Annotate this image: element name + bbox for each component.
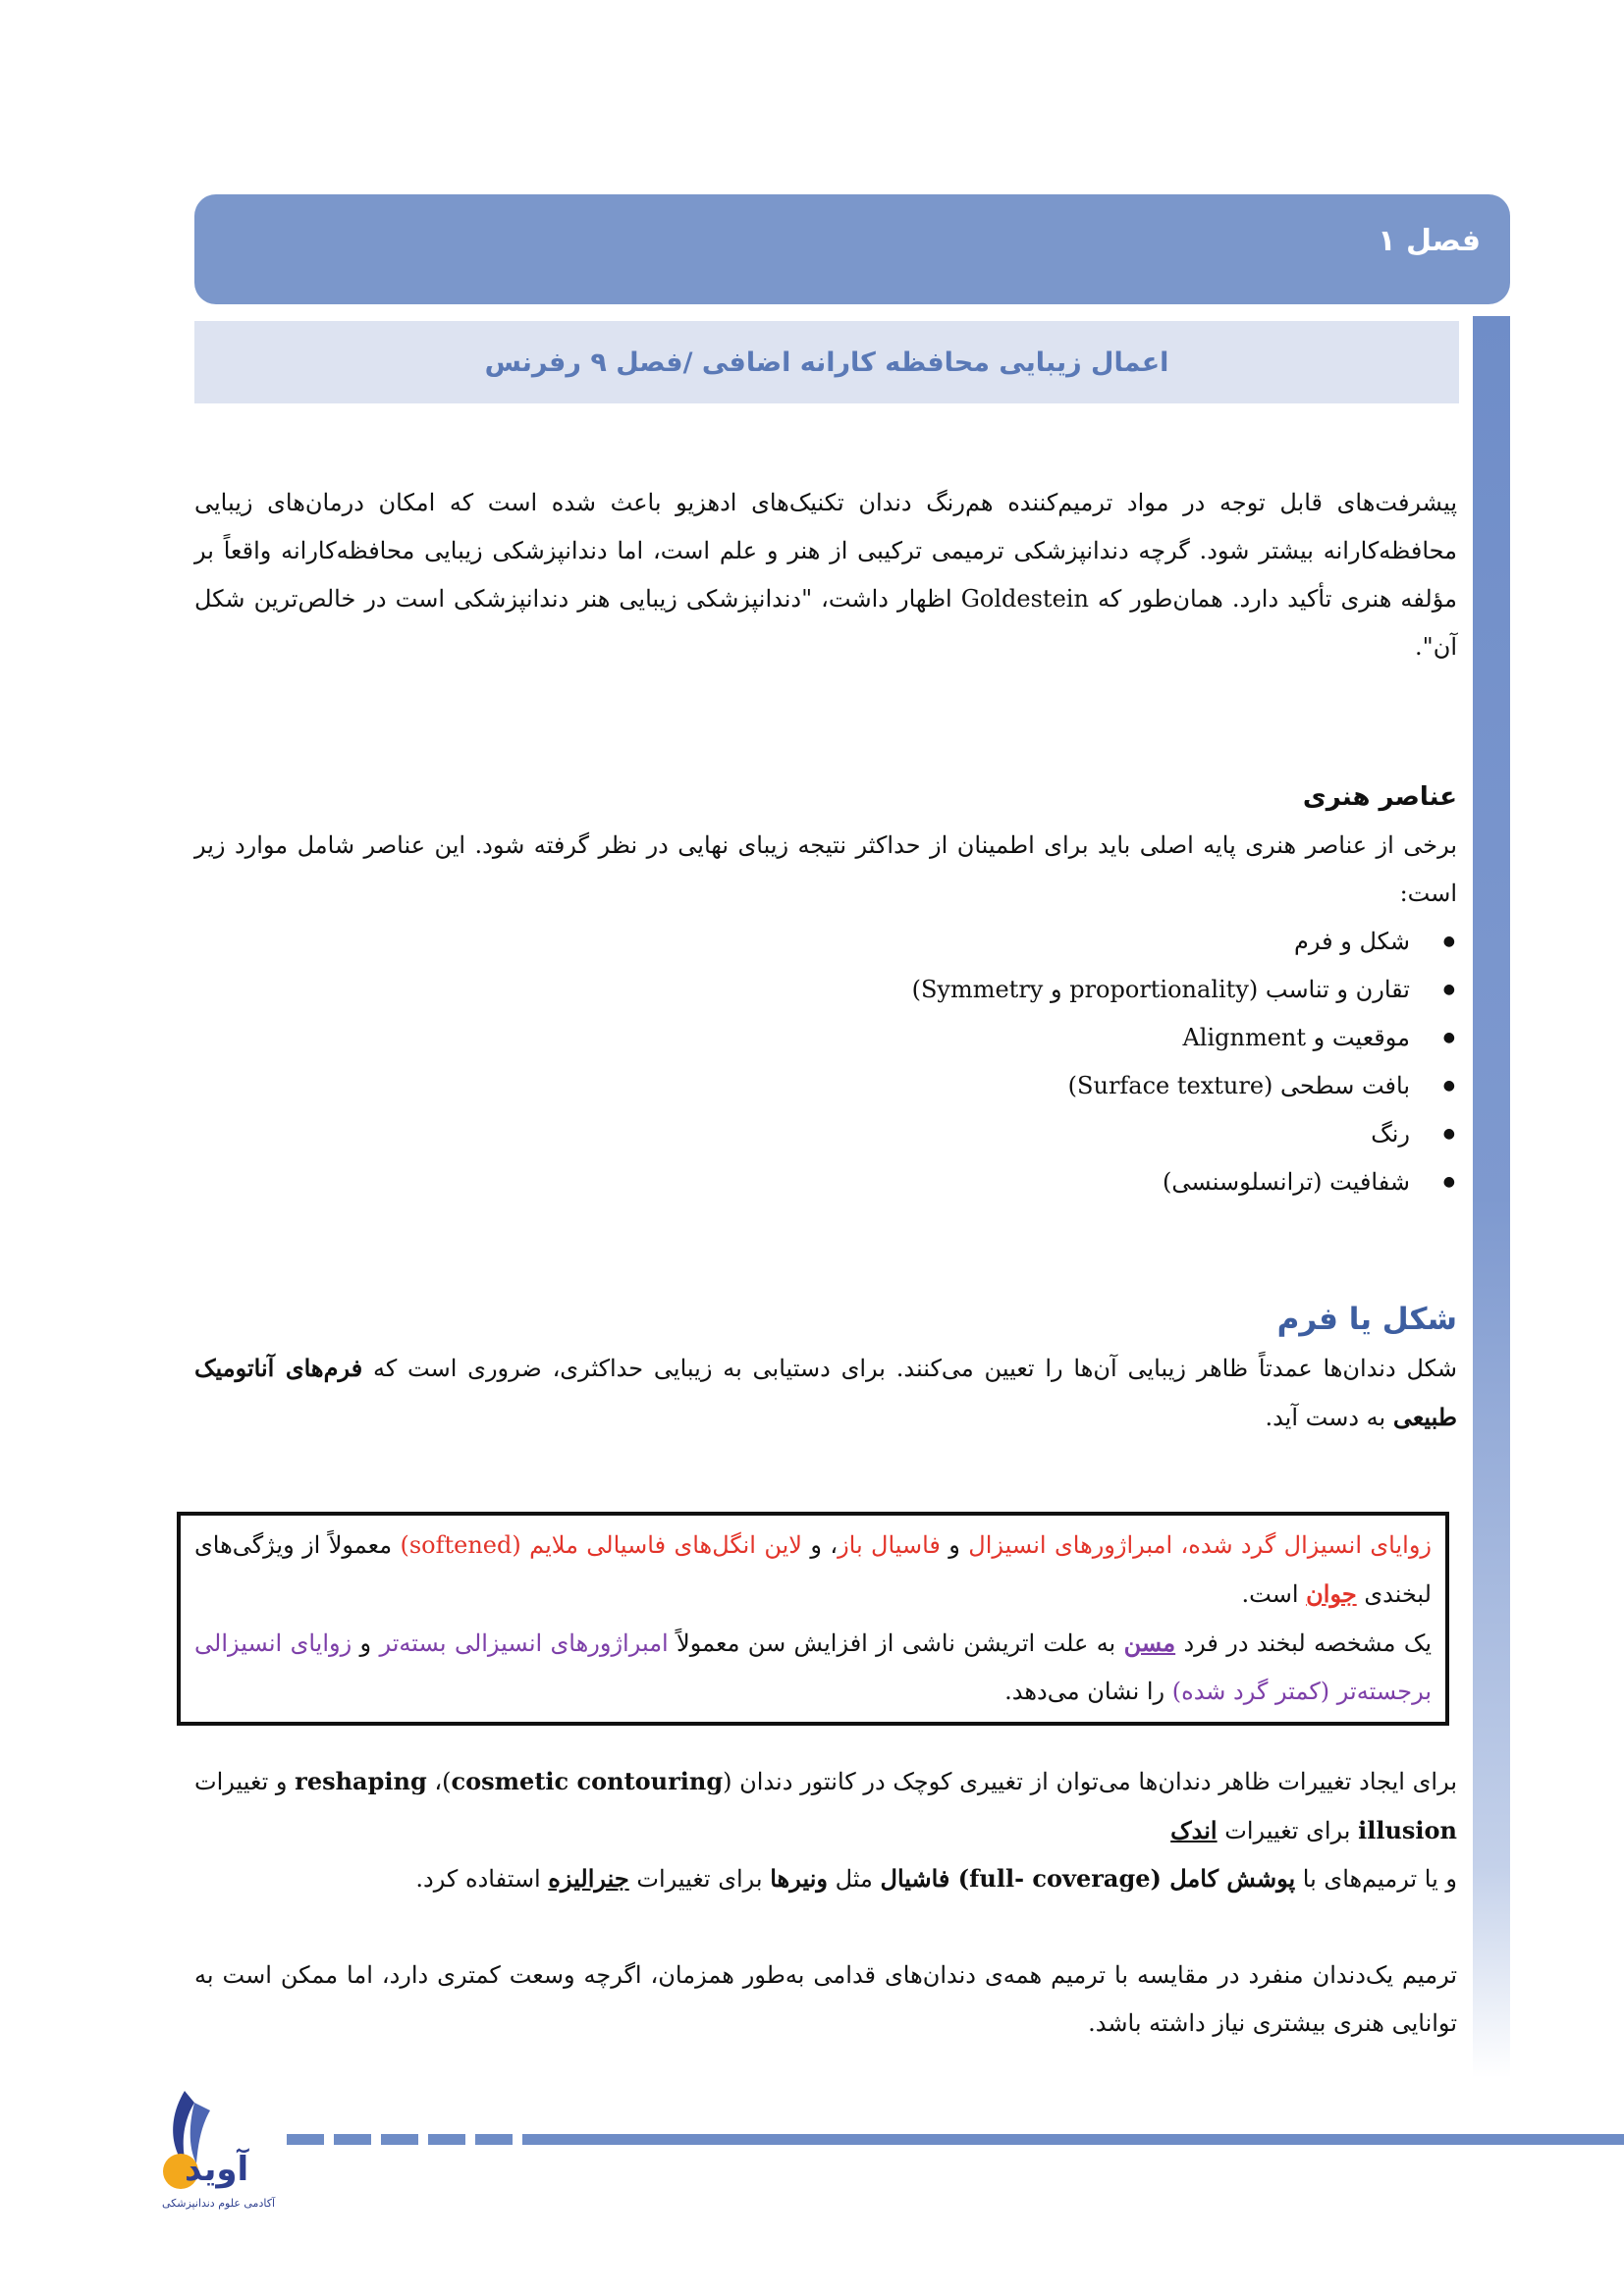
red-term: لاین انگل‌های فاسیالی ملایم (softened) (400, 1531, 802, 1559)
logo-text: آوید (185, 2150, 249, 2189)
highlight-box-text (194, 1522, 1432, 1716)
body-text: یک مشخصه لبخند در فرد (1175, 1629, 1433, 1657)
body-text: معمولاً از ویژگی‌های لبخندی (194, 1531, 1432, 1608)
body-text: برای تغییرات (628, 1865, 771, 1893)
body-text: )، (426, 1768, 452, 1795)
chapter-title: فصل ۱ (1378, 224, 1481, 258)
body-text: است. (1241, 1580, 1307, 1608)
young-smile-paragraph (194, 1522, 1432, 1619)
connector-text: و (940, 1531, 969, 1559)
connector-text: و (352, 1629, 380, 1657)
footer-dash (334, 2134, 371, 2145)
footer-dash (475, 2134, 513, 2145)
footer-line (522, 2134, 1624, 2145)
list-item: ● موقعیت و Alignment (194, 1014, 1410, 1062)
bold-term: illusion (1358, 1816, 1457, 1844)
old-keyword: مسن (1123, 1629, 1176, 1657)
red-term: زوایای انسیزال گرد شده، امبراژورهای انسیزال (968, 1531, 1433, 1559)
chapter-header-bar (194, 194, 1510, 304)
side-decoration-bar (1473, 316, 1510, 2078)
footer-dash (428, 2134, 465, 2145)
generalized-keyword: جنرالیزه (548, 1864, 629, 1893)
art-elements-list (194, 918, 1457, 1206)
small-changes-keyword: اندک (1170, 1816, 1218, 1844)
footer-dash (381, 2134, 418, 2145)
list-item: ● تقارن و تناسب (proportionality و Symmetry) (194, 966, 1410, 1014)
body-text: را نشان می‌دهد. (1004, 1678, 1172, 1705)
highlight-box (177, 1512, 1449, 1726)
list-item: ● بافت سطحی (Surface texture) (194, 1062, 1410, 1110)
list-item: ● رنگ (194, 1110, 1410, 1158)
bold-term: فاشیال (880, 1864, 950, 1893)
body-text: برای ایجاد تغییرات ظاهر دندان‌ها می‌توان از تغییری کوچک در کانتور دندان ( (723, 1768, 1458, 1795)
bold-term: cosmetic contouring (451, 1767, 724, 1795)
body-text: و یا ترمیم‌های با (1295, 1865, 1457, 1893)
young-keyword: جوان (1306, 1579, 1357, 1608)
shape-heading: شکل یا فرم (1276, 1302, 1457, 1337)
intro-paragraph: پیشرفت‌های قابل توجه در مواد ترمیم‌کننده هم‌رنگ دندان تکنیک‌های ادهزیو باعث شده است که امکان درمان‌های زیبایی محافظه‌کارانه بیشتر شود. گرچه دندانپزشکی ترمیمی ترکیبی از هنر و علم است، اما دندانپزشکی زیبایی محافظه‌کارانه واقعاً بر مؤلفه هنری تأکید دارد. همان‌طور که Goldestein اظهار داشت، "دندانپزشکی زیبایی هنر دندانپزشکی است در خالص‌ترین شکل آن". (194, 489, 1457, 661)
body-text: استفاده کرد. (415, 1865, 549, 1893)
bold-term: ونیرها (770, 1864, 828, 1893)
logo-subtext: آکادمی علوم دندانپزشکی (162, 2197, 275, 2210)
purple-term: امبراژورهای انسیزالی بسته‌تر (379, 1629, 669, 1657)
shape-section (194, 1296, 1457, 1442)
shape-paragraph (194, 1344, 1457, 1442)
list-item: ● شکل و فرم (194, 918, 1410, 966)
art-elements-heading: عناصر هنری (1302, 782, 1457, 812)
aged-smile-paragraph (194, 1619, 1432, 1716)
connector-text: ، و (801, 1531, 839, 1559)
art-elements-section (194, 774, 1457, 1206)
bold-term: پوشش کامل (1169, 1864, 1296, 1893)
body-text: برای تغییرات (1217, 1817, 1359, 1844)
footer-dash (287, 2134, 324, 2145)
avid-logo (137, 2081, 275, 2218)
bold-term: (full- coverage) (949, 1864, 1170, 1893)
body-text: مثل (827, 1865, 881, 1893)
shape-text-end: به دست آید. (1265, 1404, 1393, 1431)
shape-text: شکل دندان‌ها عمدتاً ظاهر زیبایی آن‌ها را تعیین می‌کنند. برای دستیابی به زیبایی حداکثری، ضروری است که (362, 1355, 1458, 1382)
body-text: به علت اتریشن ناشی از افزایش سن معمولاً (668, 1629, 1124, 1657)
shape-bold-term: فرم‌های آناتومیک طبیعی (194, 1354, 1457, 1431)
changes-paragraph-1 (194, 1757, 1457, 1855)
subtitle-box (194, 321, 1459, 403)
section-subtitle: اعمال زیبایی محافظه کارانه اضافی /فصل ۹ رفرنس (484, 347, 1169, 378)
art-elements-text: برخی از عناصر هنری پایه اصلی باید برای اطمینان از حداکثر نتیجه زیبای نهایی در نظر گرفته شود. این عناصر شامل موارد زیر است: (194, 831, 1457, 907)
red-term: فاسیال باز (838, 1531, 941, 1559)
list-item: ● شفافیت (ترانسلوسنسی) (194, 1158, 1410, 1206)
single-tooth-paragraph: ترمیم یک‌دندان منفرد در مقایسه با ترمیم همه‌ی دندان‌های قدامی به‌طور همزمان، اگرچه وسعت کمتری دارد، اما ممکن است به توانایی هنری بیشتری نیاز داشته باشد. (194, 1961, 1457, 2037)
purple-term: زوایای انسیزالی برجسته‌تر (کمتر گرد شده) (194, 1629, 1432, 1705)
body-text: و تغییرات (194, 1768, 296, 1795)
changes-paragraph-2 (194, 1854, 1457, 1903)
bold-term: reshaping (295, 1767, 427, 1795)
